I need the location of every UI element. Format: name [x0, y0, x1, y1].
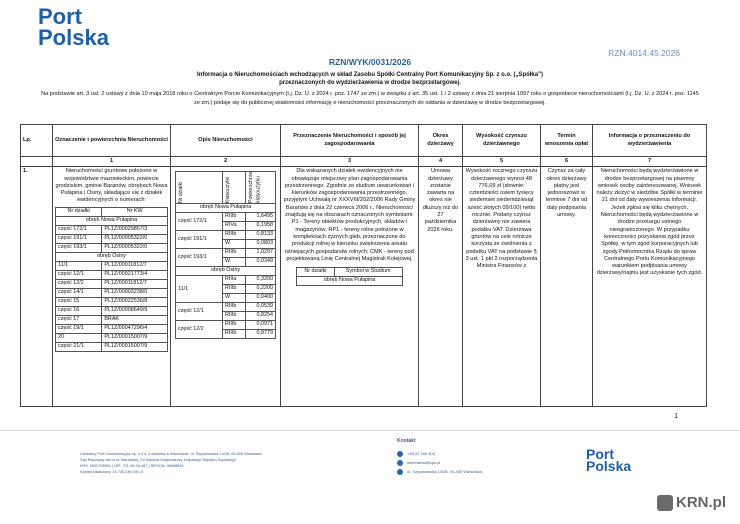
legal-basis-paragraph: Na podstawie art. 3 ust. 2 ustawy z dnia 10 maja 2018 roku o Centralnym Porcie Komunikacyjnym (t.j. Dz. U. z 2024 r. poz. 1747 ze zm.) w związku z art. 35 ust. 1 i 2 ustawy z dnia 21 sierpnia 1997 roku o gospodarce nieruchomościami (t.j. Dz. U. z 2024 r. poz. 1145 ze zm.) podaje się do publicznej wiadomości informację o nieruchomości przeznaczonych do oddania w dzierżawę w drodze bezprzetargowej.: [41, 91, 699, 106]
land-class-area: 0,0400: [246, 294, 276, 303]
kw-parcel-number: część 21/1: [56, 342, 102, 351]
kw-row: [56, 225, 168, 234]
study-obreb-label: obręb Nowa Pułapina: [297, 277, 402, 286]
kw-row: [56, 306, 168, 315]
land-use-row: [176, 303, 276, 312]
kw-register-number: PL1Z/00011812/7: [102, 261, 168, 270]
kw-parcel-number: część 191/1: [56, 234, 102, 243]
phone-icon: [397, 451, 403, 457]
column-number: 2: [171, 157, 281, 167]
kw-parcel-number: 11/1: [56, 261, 102, 270]
land-class-area: 0,0971: [246, 321, 276, 330]
header-lp: Lp.: [21, 125, 53, 157]
column-number: 3: [281, 157, 419, 167]
land-use-table: [175, 171, 276, 339]
land-registry-table: [55, 207, 168, 352]
contact-phone: +48 22 166 404: [407, 451, 435, 456]
kw-parcel-number: część 14/1: [56, 288, 102, 297]
document-subtitle: Informacja o Nieruchomościach wchodzących w skład Zasobu Spółki Centralny Port Komunikacyjny Sp. z o.o. („Spółka") przeznaczonych do wydzierżawienia w drodze bezprzetargowej.: [197, 72, 543, 86]
rent-amount-text: Wysokość rocznego czynszu dzierżawnego wynosi 48 776,09 zł (słownie: czterdzieści osiem tysięcy siedemset siedemdziesiąt sześć złotych 09/100) netto rocznie. Podany czynsz dzierżawny nie zawiera podatku VAT. Dzierżawa gruntów na cele rolnicze korzysta ze zwolnienia z podatku VAT na podstawie § 3 ust. 1 pkt 2 rozporządzenia Ministra Finansów z: [463, 167, 541, 407]
kw-register-number: PL1Z/00021773/4: [102, 270, 168, 279]
krn-watermark: KRN.pl: [654, 492, 734, 514]
land-class: RIIIb: [223, 330, 246, 339]
document-number: RZN/WYK/0031/2026: [328, 57, 412, 67]
land-use-row: [176, 321, 276, 330]
desc-parcel-number: część 193/1: [176, 249, 223, 267]
payment-term-text: Czynsz za cały okres dzierżawy płatny jest jednorazowo w terminie 7 dni od daty podpisania umowy.: [541, 167, 593, 407]
kw-parcel-number: część 16: [56, 306, 102, 315]
page-number: 1: [674, 413, 678, 420]
kw-register-number: PL1Z/00022536/8: [102, 297, 168, 306]
kw-row: [56, 342, 168, 351]
contact-header: Kontakt: [397, 438, 416, 444]
kw-header-number: Nr KW: [102, 207, 168, 216]
desc-parcel-number: część 12/2: [176, 321, 223, 339]
header-description: Opis Nieruchomości: [171, 125, 281, 157]
land-class-area: 0,8133: [246, 231, 276, 240]
kw-parcel-number: część 17: [56, 315, 102, 324]
kw-parcel-number: część 193/1: [56, 243, 102, 252]
kw-row: [56, 288, 168, 297]
land-class-area: 0,1958: [246, 222, 276, 231]
land-class: RIVa: [223, 222, 246, 231]
column-number: 6: [541, 157, 593, 167]
property-purpose-cell: [281, 167, 419, 407]
kw-register-number: PL1Z/00003238/0: [102, 288, 168, 297]
desc-parcel-number: część 191/1: [176, 231, 223, 249]
property-description-cell: [171, 167, 281, 407]
land-class-area: 0,0539: [246, 303, 276, 312]
land-use-row: [176, 249, 276, 258]
desc-header-parcel: Nr działki: [178, 181, 184, 203]
land-class: RIIIb: [223, 303, 246, 312]
kw-obreb-label: obręb Osiny: [56, 252, 168, 261]
lease-info-text: Nieruchomości będą wydzierżawione w drodze bezprzetargowej na pisemny wniosek osoby zainteresowanej. Wniosek należy złożyć w siedzibie Spółki w terminie 21 dni od daty wywieszenia Informacji. Jeżeli zgłosi się kilku chętnych, Nieruchomości będą wydzierżawione w drodze przetargu ustnego nieograniczonego. W przypadku konieczności pozyskania zgód przez Spółkę, w tym zgód korporacyjnych lub zgody Pełnomocnika Rządu do spraw Centralnego Portu Komunikacyjnego warunkiem podpisania umowy dzierżawy/najmu jest uzyskanie tych zgód.: [593, 167, 707, 407]
kw-obreb-label: obręb Nowa Pułapina: [56, 216, 168, 225]
kw-parcel-number: 20: [56, 333, 102, 342]
contact-block: [397, 437, 482, 476]
kw-register-number: PL1Z/00011812/7: [102, 279, 168, 288]
kw-row: [56, 234, 168, 243]
contact-email: sekretariat@cpk.pl: [407, 460, 441, 465]
kw-register-number: PL1Z/00015007/9: [102, 342, 168, 351]
lease-period-text: Umowa dzierżawy zostanie zawarta na okres nie dłuższy niż do 27 października 2026 roku.: [419, 167, 463, 407]
land-class: RIIIb: [223, 285, 246, 294]
kw-parcel-number: część 12/1: [56, 270, 102, 279]
land-class-area: 1,0297: [246, 249, 276, 258]
email-icon: [397, 460, 403, 466]
kw-row: [56, 270, 168, 279]
land-class: W: [223, 294, 246, 303]
land-class-area: 0,0803: [246, 240, 276, 249]
land-class-area: 0,8779: [246, 330, 276, 339]
study-symbol-table: [296, 267, 402, 286]
desc-header-area: Powierzchnia klasoużytku: [248, 171, 262, 203]
kw-register-number: PL1Z/00008649/9: [102, 306, 168, 315]
study-header-parcel: Nr działki: [297, 268, 334, 277]
header-designation: Oznaczenie i powierzchnia Nieruchomości: [53, 125, 171, 157]
land-class: RIIIb: [223, 213, 246, 222]
land-use-row: [176, 213, 276, 222]
column-number: 7: [593, 157, 707, 167]
kw-row: [56, 261, 168, 270]
header-lease-info: Informacja o przeznaczeniu do wydzierżawienia: [593, 125, 707, 157]
kw-register-number: BRAK: [102, 315, 168, 324]
kw-row: [56, 279, 168, 288]
land-class-area: 1,6495: [246, 213, 276, 222]
kw-parcel-number: część 12/2: [56, 279, 102, 288]
land-class: RIIIb: [223, 231, 246, 240]
land-class: RIIIb: [223, 249, 246, 258]
land-class-area: 0,8254: [246, 312, 276, 321]
kw-register-number: PL1Z/00047296/4: [102, 324, 168, 333]
kw-row: [56, 243, 168, 252]
port-polska-logo: Port Polska: [38, 4, 109, 50]
column-number: 1: [53, 157, 171, 167]
column-number: 5: [463, 157, 541, 167]
desc-parcel-number: część 12/1: [176, 303, 223, 321]
kw-parcel-number: część 19/1: [56, 324, 102, 333]
krn-logo-icon: [657, 495, 673, 511]
contact-address: ul. Szyszkowska 14/28, 00-806 Warszawa: [407, 469, 482, 474]
kw-row: [56, 297, 168, 306]
kw-row: [56, 315, 168, 324]
kw-register-number: PL1Z/00005322/0: [102, 234, 168, 243]
header-rent: Wysokość czynszu dzierżawnego: [463, 125, 541, 157]
reference-number: RZN.4014.45.2026: [608, 48, 680, 58]
kw-register-number: PL1Z/00029857/3: [102, 225, 168, 234]
kw-register-number: PL1Z/00015007/9: [102, 333, 168, 342]
desc-parcel-number: część 172/1: [176, 213, 223, 231]
row-number: 1.: [21, 167, 53, 407]
study-header-symbol: Symbol w Studium: [334, 268, 402, 277]
footer: [0, 430, 740, 524]
desc-parcel-number: 11/1: [176, 276, 223, 303]
land-class-area: 0,0349: [246, 258, 276, 267]
zoning-text: Dla wskazanych działek ewidencyjnych nie obowiązuje miejscowy plan zagospodarowania przestrzennego. Zgodnie ze studium uwarunkowań i kierunków zagospodarowania przestrzennego, przyjętym Uchwałą nr XXXVIII/202/2006 Rady Gminy Baranów z dnia 22 czerwca 2006 r., Nieruchomości znajdują się na obszarach oznaczonych symbolami: P1 - Tereny obiektów produkcyjnych, składów i magazynów; RP1 - tereny rolne położone w kompleksach żyznych gleb, przeznaczone do produkcji rolnej w kierunku zwiększenia areału istniejących gospodarstw rolnych; CMK - tereny pod projektowaną Linię Centralnej Magistrali Kolejowej.: [283, 168, 416, 262]
land-class: W: [223, 258, 246, 267]
land-class-area: 0,2200: [246, 285, 276, 294]
desc-header-class: Klasoużytki: [225, 176, 231, 203]
properties-table: [20, 124, 707, 407]
header-payment-term: Termin wnoszenia opłat: [541, 125, 593, 157]
header-purpose: Przeznaczenie Nieruchomości i sposób jej zagospodarowania: [281, 125, 419, 157]
kw-row: [56, 333, 168, 342]
land-use-row: [176, 276, 276, 285]
kw-register-number: PL1Z/00005322/0: [102, 243, 168, 252]
land-class-area: 0,3200: [246, 276, 276, 285]
company-details: Centralny Port Komunikacyjny sp. z o.o. z siedzibą w Warszawie, ul. Szyszkowska 14/28, 00-806 Warszawa Sąd Rejonowy dla m.st. Warszawy, XII Wydział Gospodarczy Krajowego Rejestru Sądowego KRS: 0000735691 | NIP: 701-08-04-487 | REGON: 38098830 Kapitał zakładowy: 16 726 236 000 zł: [80, 452, 262, 474]
kw-parcel-number: część 172/1: [56, 225, 102, 234]
land-class: RIIIb: [223, 312, 246, 321]
kw-parcel-number: część 15: [56, 297, 102, 306]
desc-obreb-label: obręb Nowa Pułapina: [176, 204, 276, 213]
property-designation-cell: [53, 167, 171, 407]
kw-row: [56, 324, 168, 333]
header-lease-period: Okres dzierżawy: [419, 125, 463, 157]
land-class: W: [223, 240, 246, 249]
column-number: 4: [419, 157, 463, 167]
footer-logo: Port Polska: [586, 446, 632, 474]
land-class: RIIIb: [223, 321, 246, 330]
kw-header-parcel: Nr działki: [56, 207, 102, 216]
land-class: RIIIa: [223, 276, 246, 285]
property-location-text: Nieruchomości gruntowe położone w województwie mazowieckim, powiecie grodziskim, gminie Baranów, obrębach Nowa Pułapina i Osiny, składające się z działek ewidencyjnych o numerach:: [55, 168, 168, 204]
land-use-row: [176, 231, 276, 240]
desc-obreb-label: obręb Osiny: [176, 267, 276, 276]
location-icon: [397, 469, 403, 475]
